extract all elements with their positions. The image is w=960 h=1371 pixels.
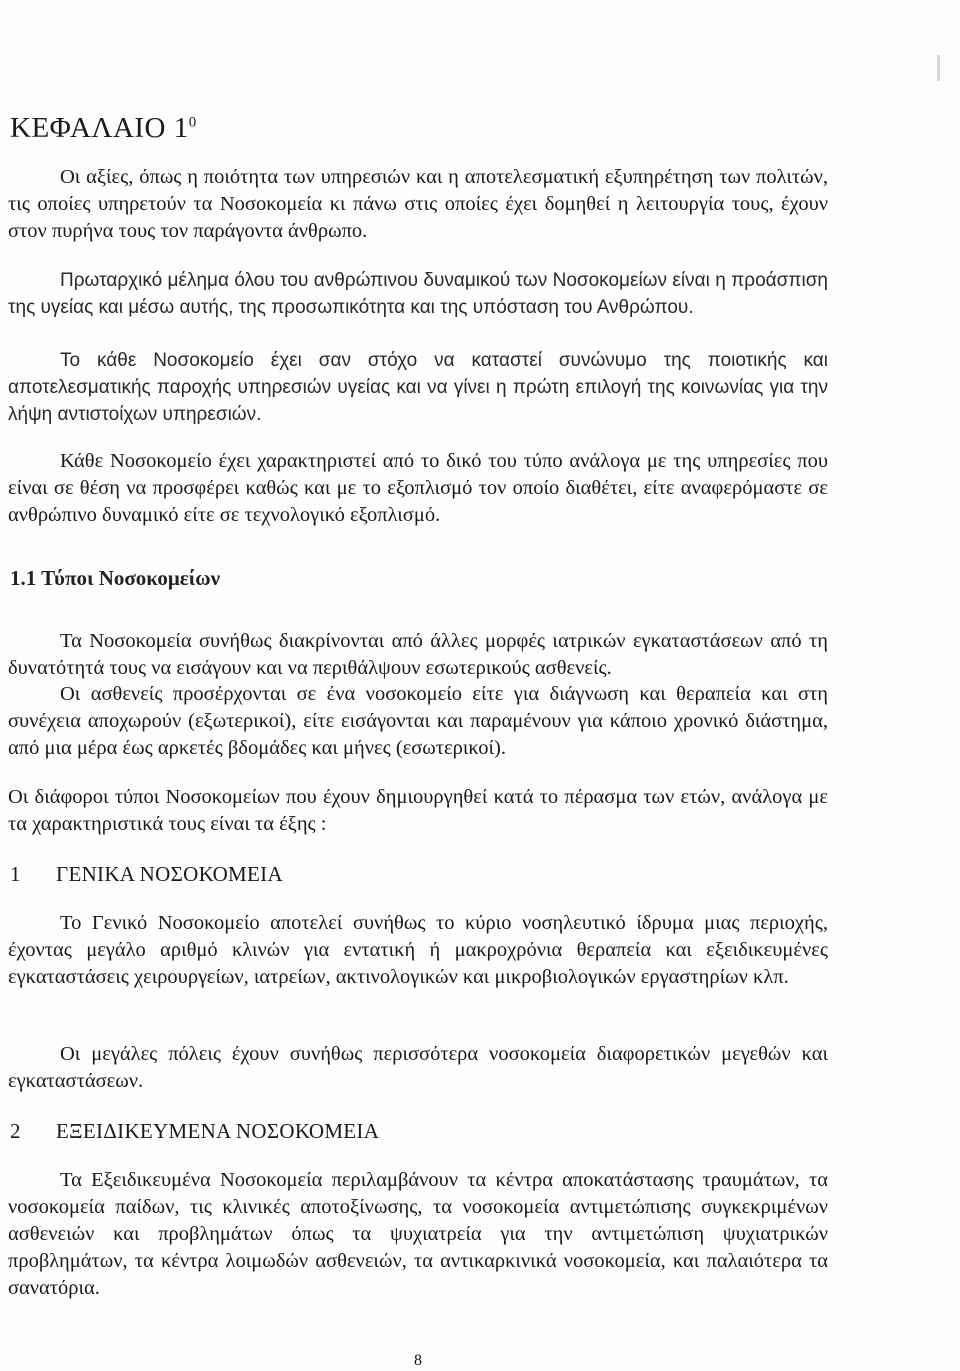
page-number: 8 — [414, 1352, 422, 1369]
specialized-title: ΕΞΕΙΔΙΚΕΥΜΕΝΑ ΝΟΣΟΚΟΜΕΙΑ — [56, 1119, 380, 1143]
general-paragraph-2: Οι μεγάλες πόλεις έχουν συνήθως περισσότερα νοσοκομεία διαφορετικών μεγεθών και εγκαταστάσεων. — [8, 1043, 828, 1092]
specialized-paragraph-1: Τα Εξειδικευμένα Νοσοκομεία περιλαμβάνουν τα κέντρα αποκατάστασης τραυμάτων, τα νοσοκομεία παίδων, τις κλινικές αποτοξίνωσης, τα νοσοκομεία αντιμετώπισης συγκεκριμένων ασθενειών και προβλημάτων όπως τα ψυχιατρεία για την αντιμετώπιση ψυχιατρικών προβλημάτων, τα κέντρα λοιμωδών ασθενειών, τα αντικαρκινικά νοσοκομεία, και παλαιότερα τα σανατόρια. — [8, 1169, 828, 1299]
intro-paragraph-2: Πρωταρχικό μέλημα όλου του ανθρώπινου δυναμικού των Νοσοκομείων είναι η προάσπιση της υγείας και μέσω αυτής, της προσωπικότητα και της υπόσταση του Ανθρώπου. — [8, 270, 828, 318]
general-paragraph-1: Το Γενικό Νοσοκομείο αποτελεί συνήθως το κύριο νοσηλευτικό ίδρυμα μιας περιοχής, έχοντας μεγάλο αριθμό κλινών για εντατική ή μακροχρόνια θεραπεία και εξειδικευμένες εγκαταστάσεις χειρουργείων, ιατρείων, ακτινολογικών και μικροβιολογικών εργαστηρίων κλπ. — [8, 912, 828, 988]
intro-paragraph-3: Το κάθε Νοσοκομείο έχει σαν στόχο να καταστεί συνώνυμο της ποιοτικής και αποτελεσματικής παροχής υπηρεσιών υγείας και να γίνει η πρώτη επιλογή της κοινωνίας για την λήψη αντιστοίχων υπηρεσιών. — [8, 350, 828, 425]
general-hospitals-heading — [10, 862, 283, 887]
chapter-title: ΚΕΦΑΛΑΙΟ $1^0$ — [10, 112, 197, 144]
chapter-superscript: 0 — [188, 114, 197, 131]
section-title: 1.1 Τύποι Νοσοκομείων — [10, 566, 220, 590]
section-paragraph-1: Τα Νοσοκομεία συνήθως διακρίνονται από άλλες μορφές ιατρικών εγκαταστάσεων από τη δυνατότητά τους να εισάγουν και να περιθάλψουν εσωτερικούς ασθενείς. — [8, 630, 828, 679]
specialized-number: 2 — [10, 1119, 21, 1143]
intro-paragraph-4: Κάθε Νοσοκομείο έχει χαρακτηριστεί από το δικό του τύπο ανάλογα με της υπηρεσίες που είναι σε θέση να προσφέρει καθώς και με το εξοπλισμό τον οποίο διαθέτει, είτε αναφερόμαστε σε ανθρώπινο δυναμικό είτε σε τεχνολογικό εξοπλισμό. — [8, 450, 828, 526]
section-paragraph-2: Οι ασθενείς προσέρχονται σε ένα νοσοκομείο είτε για διάγνωση και θεραπεία και στη συνέχεια αποχωρούν (εξωτερικοί), είτε εισάγονται και παραμένουν για κάποιο χρονικό διάστημα, από μια μέρα έως αρκετές βδομάδες και μήνες (εσωτερικοί). — [8, 683, 828, 759]
section-paragraph-3: Οι διάφοροι τύποι Νοσοκομείων που έχουν δημιουργηθεί κατά το πέρασμα των ετών, ανάλογα με τα χαρακτηριστικά τους είναι τα έξης : — [8, 786, 828, 835]
general-title: ΓΕΝΙΚΑ ΝΟΣΟΚΟΜΕΙΑ — [56, 862, 283, 886]
specialized-hospitals-heading — [10, 1119, 379, 1144]
general-number: 1 — [10, 862, 21, 886]
scan-artifact — [937, 55, 940, 81]
intro-paragraph-1: Οι αξίες, όπως η ποιότητα των υπηρεσιών και η αποτελεσματική εξυπηρέτηση των πολιτών, τις οποίες υπηρετούν τα Νοσοκομεία κι πάνω στις οποίες έχει δομηθεί η λειτουργία τους, έχουν στον πυρήνα τους τον παράγοντα άνθρωπο. — [8, 166, 828, 242]
